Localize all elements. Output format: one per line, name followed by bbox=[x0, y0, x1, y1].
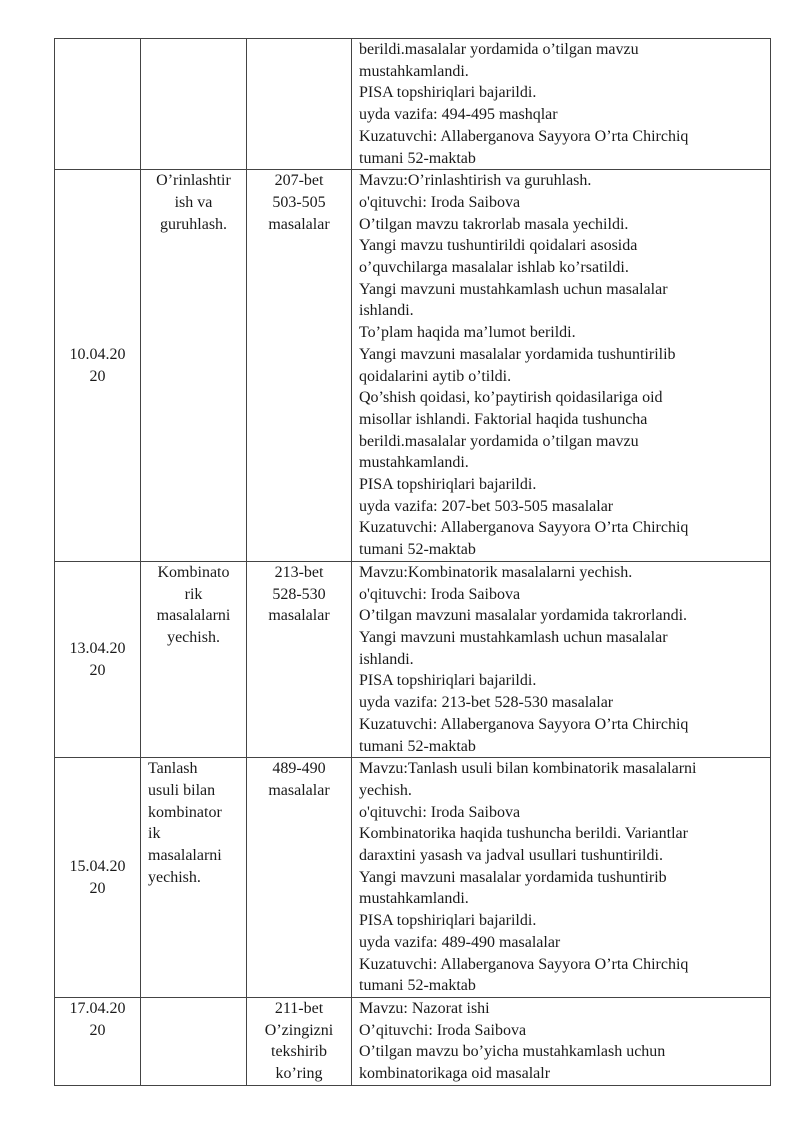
description-cell bbox=[352, 170, 771, 562]
table-row bbox=[55, 39, 771, 170]
lesson-date: 17.04.2020 bbox=[69, 999, 126, 1039]
description-line: Kuzatuvchi: Allaberganova Sayyora O’rta Chirchiq bbox=[359, 715, 689, 733]
description-cell bbox=[352, 561, 771, 757]
topic-line: kombinator bbox=[148, 803, 222, 821]
description-line: Mavzu: Nazorat ishi bbox=[359, 999, 490, 1017]
pages-line: 489-490 bbox=[272, 760, 326, 778]
topic-line: masalalarni bbox=[148, 847, 222, 865]
description-line: Mavzu:Kombinatorik masalalarni yechish. bbox=[359, 563, 633, 581]
description-cell bbox=[352, 39, 771, 170]
topic-cell bbox=[141, 561, 247, 757]
pages-line: 213-bet bbox=[274, 563, 324, 581]
description-line: Yangi mavzuni mustahkamlash uchun masalalar bbox=[359, 628, 668, 646]
description-line: uyda vazifa: 494-495 mashqlar bbox=[359, 106, 558, 124]
pages-cell bbox=[247, 170, 352, 562]
topic-line: Kombinato bbox=[157, 563, 230, 581]
description-line: kombinatorikaga oid masalalr bbox=[359, 1065, 551, 1083]
description-line: Yangi mavzuni mustahkamlash uchun masalalar bbox=[359, 280, 668, 298]
pages-line: ko’ring bbox=[275, 1065, 323, 1083]
description-line: Kuzatuvchi: Allaberganova Sayyora O’rta Chirchiq bbox=[359, 127, 689, 145]
lesson-plan-table bbox=[54, 38, 771, 1086]
description-line: tumani 52-maktab bbox=[359, 737, 476, 755]
date-cell bbox=[55, 561, 141, 757]
description-line: ishlandi. bbox=[359, 650, 414, 668]
description-cell bbox=[352, 758, 771, 998]
pages-line: tekshirib bbox=[271, 1043, 327, 1061]
topic-line: masalalarni bbox=[156, 607, 231, 625]
description-line: berildi.masalalar yordamida o’tilgan mavzu bbox=[359, 41, 639, 58]
topic-cell bbox=[141, 170, 247, 562]
pages-line: 211-bet bbox=[274, 999, 324, 1017]
description-line: O’tilgan mavzuni masalalar yordamida takrorlandi. bbox=[359, 607, 688, 625]
description-line: mustahkamlandi. bbox=[359, 890, 469, 908]
description-line: tumani 52-maktab bbox=[359, 977, 476, 995]
description-line: ishlandi. bbox=[359, 302, 414, 320]
pages-line: 503-505 bbox=[272, 193, 326, 211]
table-body bbox=[55, 39, 771, 1086]
description-line: O’qituvchi: Iroda Saibova bbox=[359, 1021, 527, 1039]
table-row bbox=[55, 997, 771, 1085]
description-line: uyda vazifa: 489-490 masalalar bbox=[359, 933, 561, 951]
table-row bbox=[55, 170, 771, 562]
topic-cell bbox=[141, 39, 247, 170]
pages-line: masalalar bbox=[268, 215, 330, 233]
description-line: o’quvchilarga masalalar ishlab ko’rsatildi. bbox=[359, 259, 629, 277]
description-line: O’tilgan mavzu takrorlab masala yechildi. bbox=[359, 215, 629, 233]
description-line: O’tilgan mavzu bo’yicha mustahkamlash uchun bbox=[359, 1043, 666, 1061]
description-line: Kombinatorika haqida tushuncha berildi. Variantlar bbox=[359, 825, 688, 843]
pages-line: 528-530 bbox=[272, 585, 326, 603]
topic-line: Tanlash bbox=[148, 760, 198, 778]
description-line: yechish. bbox=[359, 781, 412, 799]
description-line: Mavzu:O’rinlashtirish va guruhlash. bbox=[359, 172, 592, 190]
topic-line: O’rinlashtir bbox=[156, 172, 231, 190]
description-line: tumani 52-maktab bbox=[359, 149, 476, 167]
description-line: berildi.masalalar yordamida o’tilgan mavzu bbox=[359, 432, 639, 450]
date-cell bbox=[55, 170, 141, 562]
topic-line: yechish. bbox=[167, 628, 220, 646]
description-line: tumani 52-maktab bbox=[359, 541, 476, 559]
date-cell bbox=[55, 39, 141, 170]
topic-line: ik bbox=[148, 825, 161, 843]
pages-line: masalalar bbox=[268, 781, 330, 799]
description-line: Mavzu:Tanlash usuli bilan kombinatorik masalalarni bbox=[359, 760, 697, 778]
pages-line: O’zingizni bbox=[264, 1021, 334, 1039]
description-line: mustahkamlandi. bbox=[359, 62, 469, 80]
topic-cell bbox=[141, 997, 247, 1085]
description-line: daraxtini yasash va jadval usullari tushuntirildi. bbox=[359, 847, 663, 865]
topic-line: usuli bilan bbox=[148, 781, 216, 799]
topic-cell bbox=[141, 758, 247, 998]
pages-cell bbox=[247, 758, 352, 998]
description-line: Qo’shish qoidasi, ko’paytirish qoidasilariga oid bbox=[359, 389, 663, 407]
date-cell bbox=[55, 758, 141, 998]
table-row bbox=[55, 758, 771, 998]
pages-line: 207-bet bbox=[274, 172, 324, 190]
description-cell bbox=[352, 997, 771, 1085]
description-line: uyda vazifa: 207-bet 503-505 masalalar bbox=[359, 497, 614, 515]
description-line: Yangi mavzu tushuntirildi qoidalari asosida bbox=[359, 237, 638, 255]
description-line: Yangi mavzuni masalalar yordamida tushuntirib bbox=[359, 868, 667, 886]
description-line: To’plam haqida ma’lumot berildi. bbox=[359, 324, 576, 342]
description-line: mustahkamlandi. bbox=[359, 454, 469, 472]
description-line: o'qituvchi: Iroda Saibova bbox=[359, 585, 521, 603]
pages-line: masalalar bbox=[268, 607, 330, 625]
description-line: misollar ishlandi. Faktorial haqida tushuncha bbox=[359, 410, 648, 428]
description-line: PISA topshiriqlari bajarildi. bbox=[359, 476, 537, 494]
pages-cell bbox=[247, 997, 352, 1085]
topic-line: guruhlash. bbox=[159, 215, 228, 233]
lesson-date: 10.04.2020 bbox=[69, 345, 126, 385]
lesson-date: 13.04.2020 bbox=[69, 639, 126, 679]
topic-line: yechish. bbox=[148, 868, 201, 886]
description-line: PISA topshiriqlari bajarildi. bbox=[359, 84, 537, 102]
description-line: o'qituvchi: Iroda Saibova bbox=[359, 193, 521, 211]
description-line: PISA topshiriqlari bajarildi. bbox=[359, 912, 537, 930]
description-line: Kuzatuvchi: Allaberganova Sayyora O’rta Chirchiq bbox=[359, 955, 689, 973]
description-line: o'qituvchi: Iroda Saibova bbox=[359, 803, 521, 821]
pages-cell bbox=[247, 39, 352, 170]
description-line: uyda vazifa: 213-bet 528-530 masalalar bbox=[359, 694, 614, 712]
description-line: Kuzatuvchi: Allaberganova Sayyora O’rta Chirchiq bbox=[359, 519, 689, 537]
pages-cell bbox=[247, 561, 352, 757]
date-cell bbox=[55, 997, 141, 1085]
description-line: qoidalarini aytib o’tildi. bbox=[359, 367, 512, 385]
lesson-date: 15.04.2020 bbox=[69, 857, 126, 897]
description-line: PISA topshiriqlari bajarildi. bbox=[359, 672, 537, 690]
topic-line: ish va bbox=[174, 193, 213, 211]
description-line: Yangi mavzuni masalalar yordamida tushuntirilib bbox=[359, 345, 676, 363]
topic-line: rik bbox=[184, 585, 203, 603]
table-row bbox=[55, 561, 771, 757]
